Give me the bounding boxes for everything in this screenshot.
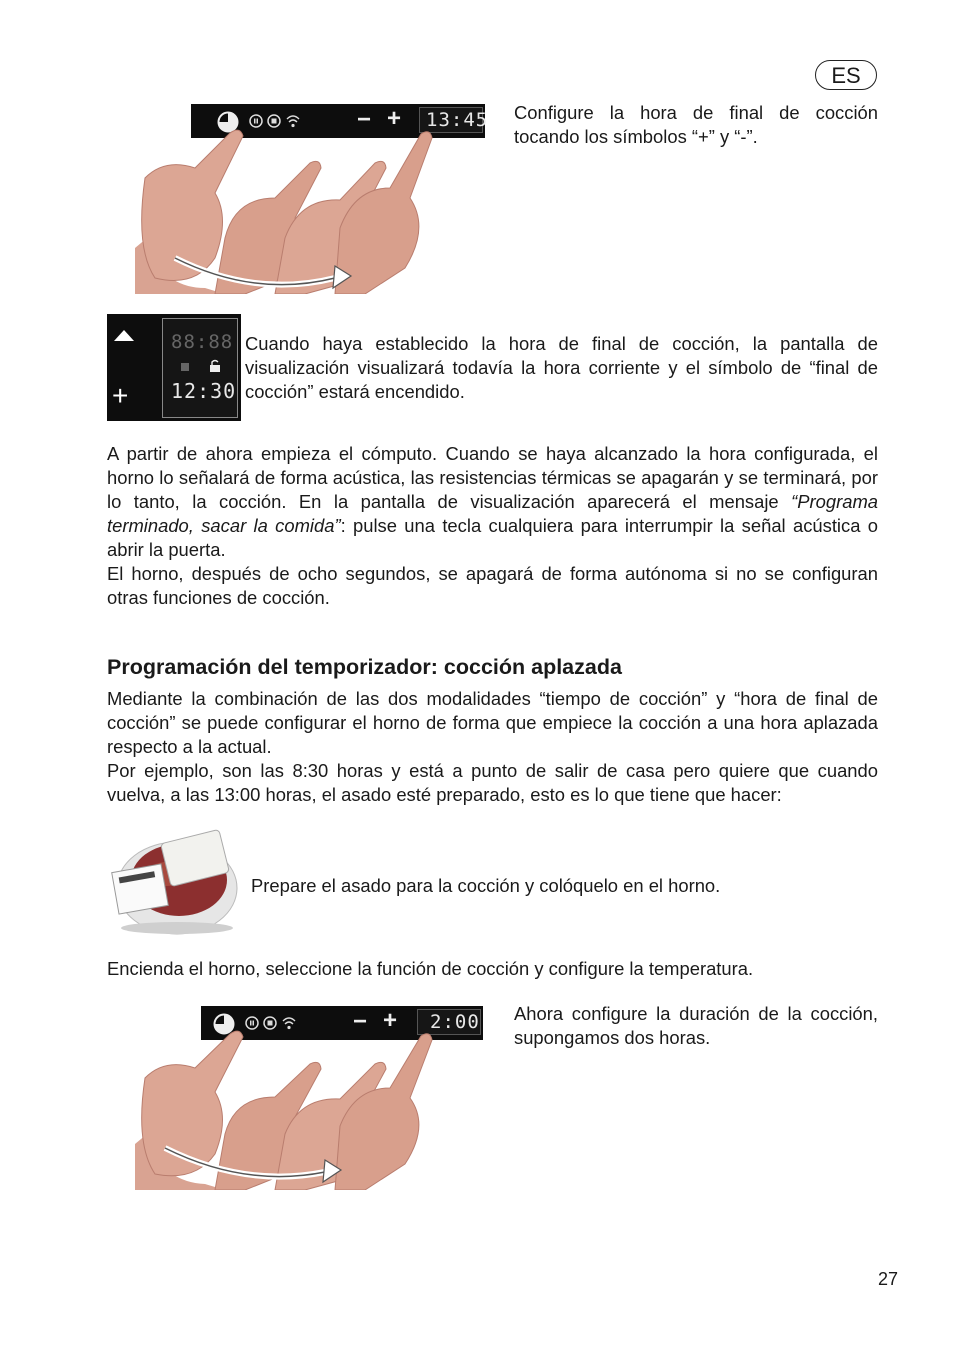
- lock-icon: [181, 363, 189, 371]
- display-panel-illustration: [107, 314, 241, 421]
- hand-gesture-image: [135, 118, 487, 294]
- plus-button[interactable]: +: [383, 1007, 398, 1034]
- minus-button[interactable]: −: [357, 106, 372, 133]
- section-body: [107, 687, 878, 807]
- section-heading: Programación del temporizador: cocción aplazada: [107, 655, 622, 679]
- auto-off-text: El horno, después de ocho segundos, se apagará de forma autónoma si no se configuran otras funciones de cocción.: [107, 563, 878, 608]
- step1-text: Configure la hora de final de cocción tocando los símbolos “+” y “-”.: [514, 102, 878, 147]
- step3-text: Prepare el asado para la cocción y colóquelo en el horno.: [251, 875, 721, 896]
- page-number: 27: [878, 1269, 899, 1289]
- language-badge: ES: [815, 60, 877, 90]
- end-of-cooking-icon: [209, 359, 221, 373]
- countdown-text-a: A partir de ahora empieza el cómputo. Cuando se haya alcanzado la hora configurada, el horno lo señalará de forma acústica, las resistencias térmicas se apagarán y se terminará, por lo tanto, la cocción. En la pantalla de visualización aparecerá el mensaje: [107, 443, 878, 512]
- countdown-text: [107, 442, 878, 562]
- display-time: 12:30: [171, 379, 237, 403]
- hand-gesture-image: [135, 1022, 487, 1190]
- step2-text: Cuando haya establecido la hora de final de cocción, la pantalla de visualización visualizará todavía la hora corriente y el símbolo de “final de cocción” estará encendido.: [245, 333, 878, 402]
- control-panel-illustration-2: [135, 1004, 487, 1190]
- control-panel-illustration-1: [135, 100, 487, 294]
- plus-button[interactable]: +: [112, 380, 129, 411]
- arrow-up-icon: [113, 328, 135, 342]
- plus-button[interactable]: +: [387, 105, 402, 132]
- countdown-text-b: : pulse una tecla cualquiera para interrumpir la señal acústica o abrir la puerta.: [107, 515, 878, 560]
- roast-package-image: [107, 828, 239, 938]
- time-display-value: 13:45: [426, 109, 489, 131]
- minus-button[interactable]: −: [353, 1008, 368, 1035]
- step5-text: Ahora configure la duración de la cocción, supongamos dos horas.: [514, 1003, 878, 1048]
- countdown-paragraph: [107, 442, 878, 610]
- program-finished-message: “Programa terminado, sacar la comida”: [107, 491, 878, 536]
- section-paragraph-1: Mediante la combinación de las dos modalidades “tiempo de cocción” y “hora de final de cocción” se puede configurar el horno de forma que empiece la cocción a una hora aplazada respecto a la actual.: [107, 688, 878, 757]
- time-display-value: 2:00: [430, 1011, 480, 1033]
- section-paragraph-2: Por ejemplo, son las 8:30 horas y está a punto de salir de casa pero quiere que cuando vuelva, a las 13:00 horas, el asado esté preparado, esto es lo que tiene que hacer:: [107, 760, 878, 805]
- step4-text: Encienda el horno, seleccione la función de cocción y configure la temperatura.: [107, 958, 754, 979]
- digital-display: [162, 318, 238, 418]
- display-top-digits: 88:88: [171, 331, 234, 353]
